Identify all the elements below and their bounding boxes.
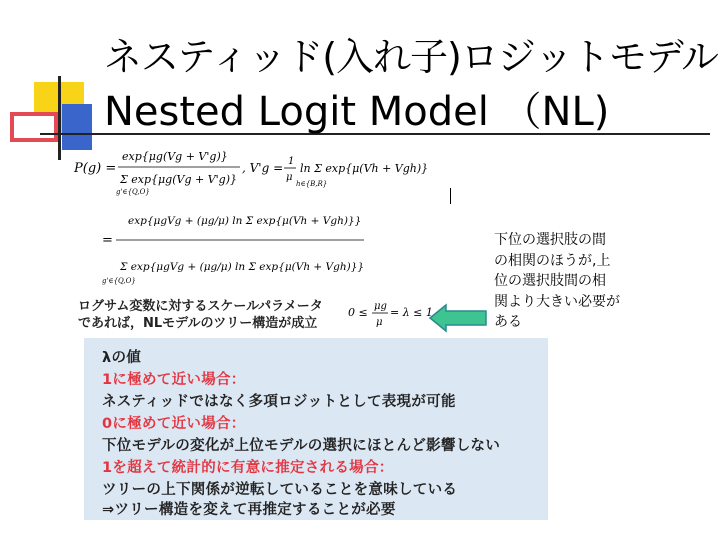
slide-title-english: Nested Logit Model （NL) bbox=[104, 89, 610, 135]
formula-mu: μ bbox=[286, 172, 293, 183]
ineq-right: = λ ≤ 1 bbox=[390, 306, 433, 319]
formula-frac1-numerator: exp{μg(Vg + V'g)} bbox=[122, 150, 228, 163]
tree-condition-line2: であれば，NLモデルのツリー構造が成立 bbox=[78, 316, 318, 331]
box-line: ネスティッドではなく多項ロジットとして表現が可能 bbox=[102, 394, 456, 410]
ineq-numerator: μg bbox=[374, 301, 387, 312]
box-line: 1を超えて統計的に有意に推定される場合： bbox=[102, 460, 394, 476]
formula-eq2: = bbox=[102, 233, 113, 248]
box-line: ツリーの上下関係が逆転していることを意味している bbox=[102, 482, 458, 498]
box-line: 0に極めて近い場合： bbox=[102, 416, 246, 432]
side-note-line: 位の選択肢間の相 bbox=[494, 273, 606, 289]
ineq-denominator: μ bbox=[376, 317, 383, 328]
formula-lnsum: ln Σ exp{μ(Vh + Vgh)} bbox=[300, 162, 429, 175]
formula-frac1-sub: g'∈{Q,O} bbox=[116, 188, 150, 196]
lambda-interpretation-box bbox=[84, 338, 548, 520]
left-arrow-icon bbox=[428, 303, 488, 333]
tree-condition-line1: ログサム変数に対するスケールパラメータ bbox=[78, 299, 323, 314]
box-line: 下位モデルの変化が上位モデルの選択にほとんど影響しない bbox=[102, 438, 501, 454]
side-note-line: の相関のほうが,上 bbox=[494, 252, 611, 269]
formula-frac2-denominator: Σ exp{μgVg + (μg/μ) ln Σ exp{μ(Vh + Vgh)}} bbox=[120, 261, 365, 273]
formula-lnsum-sub: h∈{B,R} bbox=[296, 180, 328, 188]
formula-frac2-numerator: exp{μgVg + (μg/μ) ln Σ exp{μ(Vh + Vgh)}} bbox=[128, 215, 362, 227]
decor-vertical-line bbox=[58, 76, 61, 160]
tree-condition-text bbox=[78, 298, 323, 332]
formula-one: 1 bbox=[288, 156, 295, 167]
slide-title-japanese: ネスティッド(入れ子)ロジットモデル bbox=[104, 35, 718, 79]
side-note-line: ある bbox=[494, 314, 522, 330]
formula-vprime: , V'g = bbox=[242, 161, 284, 175]
lambda-inequality bbox=[348, 298, 433, 332]
side-note-line: 関より大きい必要が bbox=[494, 293, 620, 310]
box-line: 1に極めて近い場合： bbox=[102, 372, 246, 388]
side-note bbox=[494, 230, 654, 333]
formula-frac2-sub: g'∈{Q,O} bbox=[102, 277, 136, 285]
box-line: λの値 bbox=[102, 350, 142, 366]
formula-frac1-denominator: Σ exp{μg(Vg + V'g)} bbox=[120, 173, 238, 186]
side-note-line: 下位の選択肢の間 bbox=[494, 232, 606, 248]
decor-red-outline-square bbox=[10, 112, 58, 142]
text-cursor bbox=[450, 188, 451, 204]
nested-logit-formula bbox=[72, 140, 472, 298]
ineq-left: 0 ≤ bbox=[348, 306, 368, 319]
box-line: ⇒ツリー構造を変えて再推定することが必要 bbox=[102, 502, 396, 518]
formula-lhs: P(g) = bbox=[74, 161, 117, 176]
